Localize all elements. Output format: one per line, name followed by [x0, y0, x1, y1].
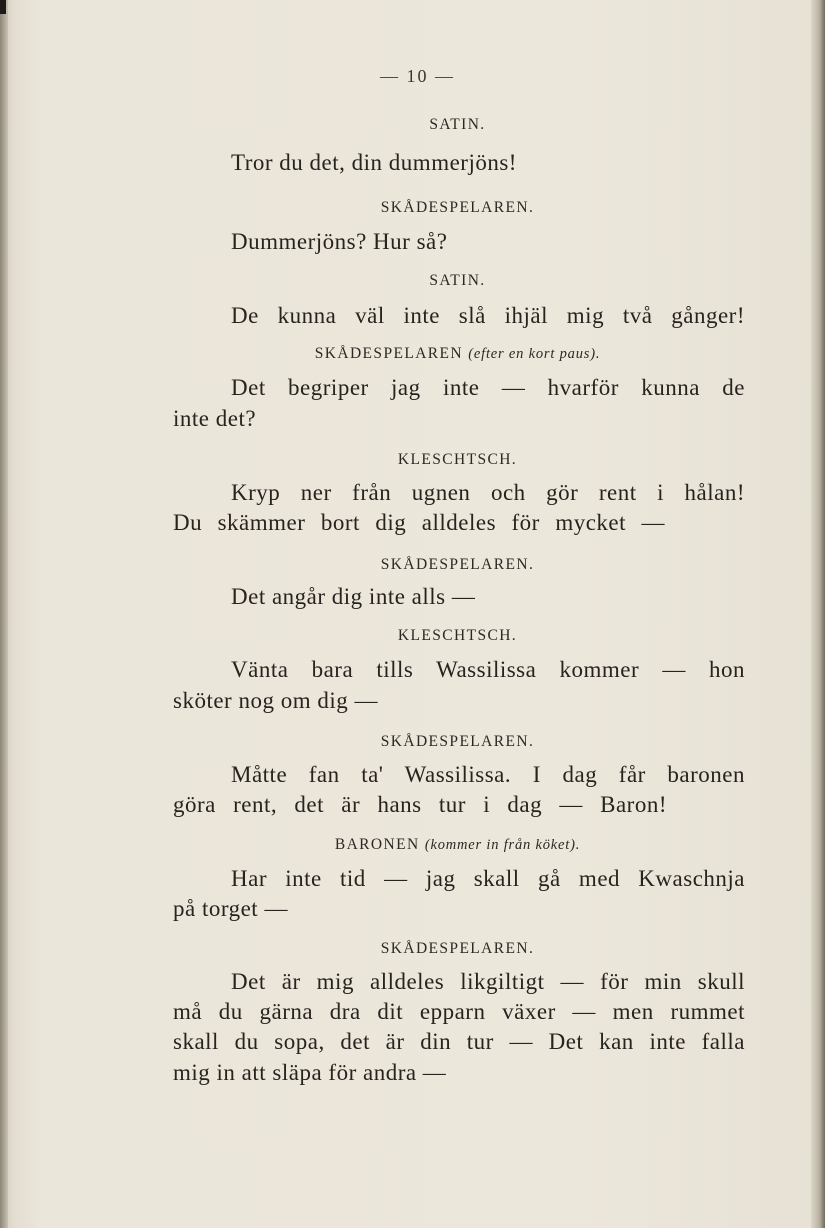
dialogue-line: skall du sopa, det är din tur — Det kan inte falla [173, 1029, 745, 1054]
speaker-name: SKÅDESPELAREN. [380, 556, 535, 573]
dialogue-line: Har inte tid — jag skall gå med Kwaschnja [231, 866, 745, 891]
speaker-with-direction [0, 836, 825, 854]
dialogue-line: Kryp ner från ugnen och gör rent i hålan! [231, 480, 745, 505]
speaker-name: KLESCHTSCH. [397, 451, 518, 468]
page-left-edge [0, 0, 8, 1228]
dialogue-line: göra rent, det är hans tur i dag — Baron! [173, 792, 667, 817]
page-number: — 10 — [380, 66, 455, 86]
dialogue-line: må du gärna dra dit epparn växer — men rummet [173, 999, 745, 1024]
dialogue-line: Måtte fan ta' Wassilissa. I dag får baronen [231, 762, 745, 787]
speaker-name: SATIN. [429, 116, 486, 133]
stage-direction: (efter en kort paus). [468, 346, 601, 362]
dialogue-line: De kunna väl inte slå ihjäl mig två gånger! [231, 303, 745, 328]
speaker-name: SKÅDESPELAREN. [380, 940, 535, 957]
dialogue-line: sköter nog om dig — [173, 688, 378, 713]
speaker-name: SATIN. [429, 272, 486, 289]
page-right-edge [811, 0, 825, 1228]
stage-direction: (kommer in från köket). [424, 837, 581, 853]
dialogue-line: inte det? [173, 406, 257, 431]
speaker-with-direction [0, 345, 825, 363]
dialogue-line: Det angår dig inte alls — [231, 584, 476, 609]
speaker-name: BARONEN [334, 836, 420, 853]
dialogue-line: Dummerjöns? Hur så? [231, 229, 448, 254]
speaker-name: SKÅDESPELAREN [314, 345, 463, 362]
dialogue-line: Tror du det, din dummerjöns! [231, 150, 517, 175]
dialogue-line: Det begriper jag inte — hvarför kunna de [231, 375, 745, 400]
speaker-name: KLESCHTSCH. [397, 627, 518, 644]
dialogue-line: Du skämmer bort dig alldeles för mycket — [173, 510, 665, 535]
speaker-name: SKÅDESPELAREN. [380, 199, 535, 216]
binding-mark [0, 0, 6, 14]
dialogue-line: på torget — [173, 896, 288, 921]
dialogue-line: Vänta bara tills Wassilissa kommer — hon [231, 657, 745, 682]
dialogue-line: Det är mig alldeles likgiltigt — för min skull [231, 969, 745, 994]
speaker-name: SKÅDESPELAREN. [380, 733, 535, 750]
dialogue-line: mig in att släpa för andra — [173, 1060, 447, 1085]
